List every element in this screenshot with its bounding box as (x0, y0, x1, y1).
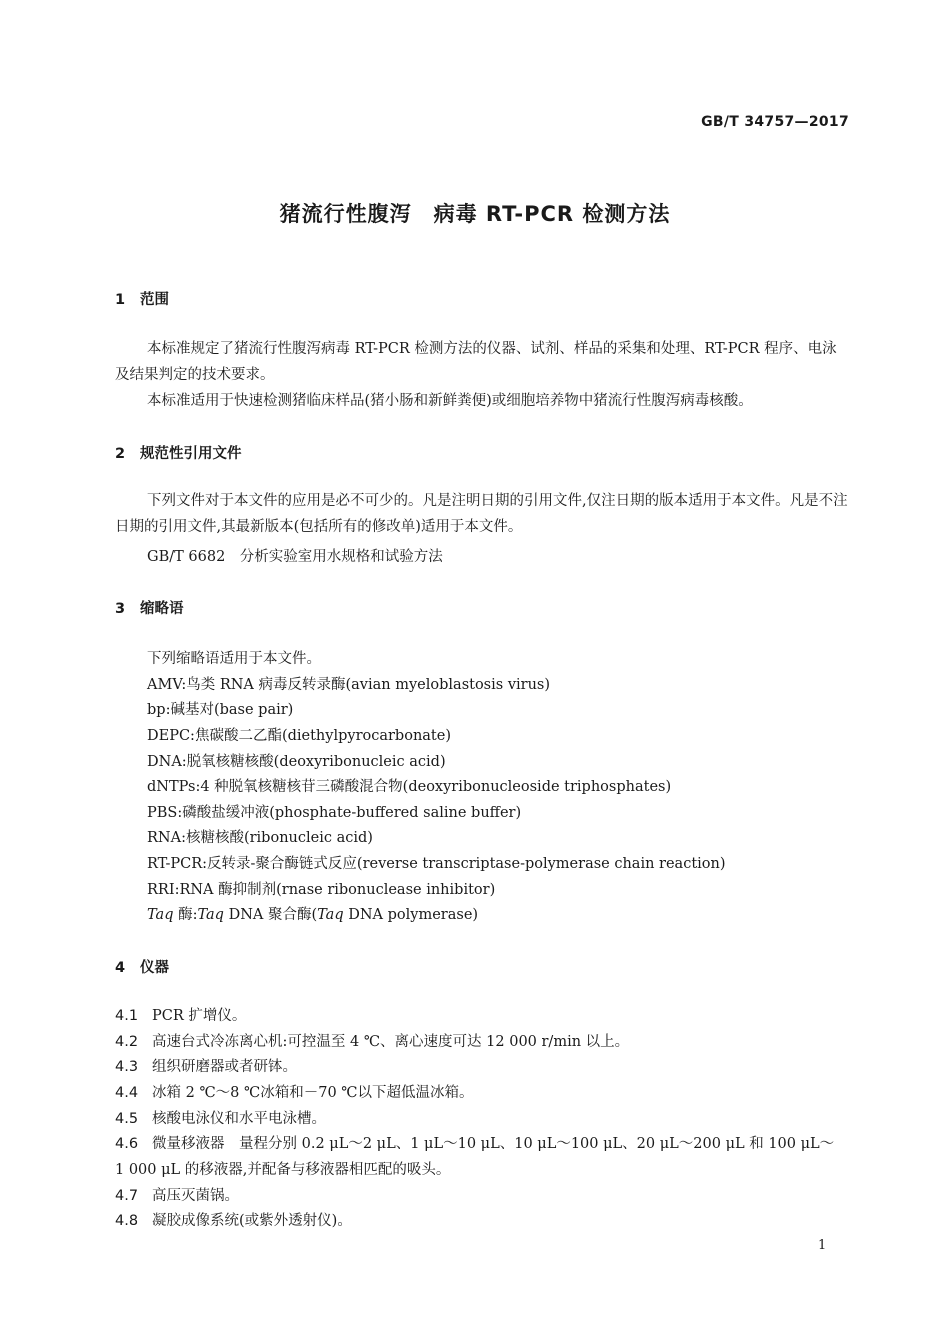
instrument-item (115, 1081, 474, 1102)
instrument-item-continuation: 1 000 μL 的移液器,并配备与移液器相匹配的吸头。 (115, 1162, 451, 1178)
abbreviation-item: bp:碱基对(base pair) (147, 702, 294, 718)
section-number: 4 (115, 960, 126, 976)
item-text: PCR 扩增仪。 (152, 1008, 247, 1024)
text-run: DNA polymerase) (343, 907, 479, 923)
item-number: 4.1 (115, 1008, 139, 1024)
item-text: 微量移液器 量程分别 0.2 μL～2 μL、1 μL～10 μL、10 μL～100 μL、20 μL～200 μL 和 100 μL～ (152, 1136, 835, 1152)
item-number: 4.4 (115, 1085, 139, 1101)
item-number: 4.3 (115, 1059, 139, 1075)
abbreviation-item: DEPC:焦碳酸二乙酯(diethylpyrocarbonate) (147, 728, 451, 744)
section-2-heading (115, 442, 242, 463)
abbreviation-item: dNTPs:4 种脱氧核糖核苷三磷酸混合物(deoxyribonucleoside triphosphates) (147, 779, 672, 795)
section-3-heading (115, 597, 184, 618)
standard-number: GB/T 34757—2017 (701, 114, 849, 130)
section-title: 缩略语 (140, 601, 184, 617)
item-number: 4.8 (115, 1213, 139, 1229)
section-title: 范围 (140, 292, 169, 308)
section-title: 规范性引用文件 (140, 446, 242, 462)
item-text: 高速台式冷冻离心机:可控温至 4 ℃、离心速度可达 12 000 r/min 以上。 (152, 1034, 630, 1050)
text-run: DNA 聚合酶( (223, 907, 318, 923)
item-number: 4.6 (115, 1136, 139, 1152)
item-number: 4.5 (115, 1111, 139, 1127)
instrument-item (115, 1055, 297, 1076)
abbreviation-item: PBS:磷酸盐缓冲液(phosphate-buffered saline buffer) (147, 805, 522, 821)
normative-reference: GB/T 6682 分析实验室用水规格和试验方法 (147, 549, 443, 565)
section-1-paragraph-1: 本标准规定了猪流行性腹泻病毒 RT-PCR 检测方法的仪器、试剂、样品的采集和处理、RT-PCR 程序、电泳及结果判定的技术要求。 (115, 341, 837, 383)
section-number: 2 (115, 446, 126, 462)
instrument-item (115, 1107, 326, 1128)
item-number: 4.2 (115, 1034, 139, 1050)
italic-term: Taq (147, 907, 174, 923)
abbreviation-item: RNA:核糖核酸(ribonucleic acid) (147, 830, 373, 846)
italic-term: Taq (317, 907, 344, 923)
page-number: 1 (818, 1238, 827, 1253)
document-title: 猪流行性腹泻 病毒 RT-PCR 检测方法 (279, 202, 671, 226)
abbreviation-item: AMV:鸟类 RNA 病毒反转录酶(avian myeloblastosis virus) (147, 677, 551, 693)
instrument-item (115, 1184, 239, 1205)
instrument-item (115, 1132, 834, 1153)
section-1-heading (115, 288, 169, 309)
abbreviation-item-taq (147, 903, 478, 924)
abbreviations-intro: 下列缩略语适用于本文件。 (147, 651, 321, 667)
abbreviation-item: DNA:脱氧核糖核酸(deoxyribonucleic acid) (147, 754, 446, 770)
abbreviation-item: RRI:RNA 酶抑制剂(rnase ribonuclease inhibitor) (147, 882, 496, 898)
section-number: 3 (115, 601, 126, 617)
item-text: 冰箱 2 ℃～8 ℃冰箱和－70 ℃以下超低温冰箱。 (152, 1085, 474, 1101)
section-number: 1 (115, 292, 126, 308)
instrument-item (115, 1209, 352, 1230)
item-text: 核酸电泳仪和水平电泳槽。 (152, 1111, 326, 1127)
item-text: 凝胶成像系统(或紫外透射仪)。 (152, 1213, 352, 1229)
instrument-item (115, 1030, 629, 1051)
item-text: 组织研磨器或者研钵。 (152, 1059, 297, 1075)
instrument-item (115, 1004, 246, 1025)
item-text: 高压灭菌锅。 (152, 1188, 239, 1204)
abbreviation-item: RT-PCR:反转录-聚合酶链式反应(reverse transcriptase-polymerase chain reaction) (147, 856, 726, 872)
text-run: 酶: (173, 907, 198, 923)
section-1-paragraph-2: 本标准适用于快速检测猪临床样品(猪小肠和新鲜粪便)或细胞培养物中猪流行性腹泻病毒核酸。 (147, 393, 753, 409)
section-2-paragraph: 下列文件对于本文件的应用是必不可少的。凡是注明日期的引用文件,仅注日期的版本适用于本文件。凡是不注日期的引用文件,其最新版本(包括所有的修改单)适用于本文件。 (115, 493, 848, 535)
item-number: 4.7 (115, 1188, 139, 1204)
italic-term: Taq (197, 907, 224, 923)
section-title: 仪器 (140, 960, 169, 976)
section-4-heading (115, 956, 169, 977)
